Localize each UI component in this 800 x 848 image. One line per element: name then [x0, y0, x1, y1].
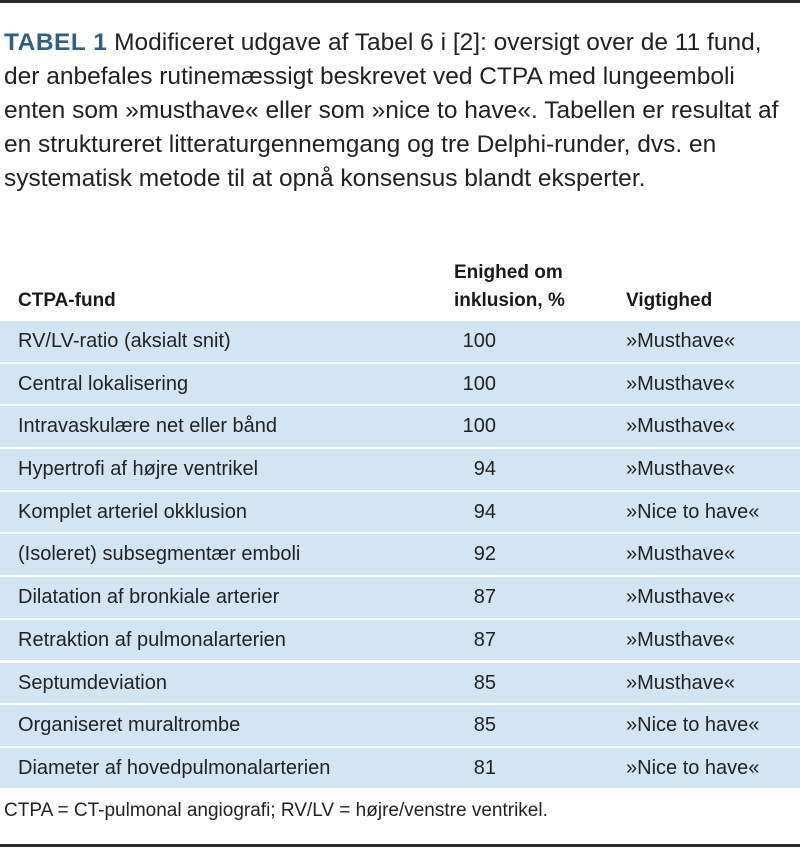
finding-cell: Dilatation af bronkiale arterier [18, 586, 280, 609]
header-finding: CTPA-fund [18, 290, 116, 311]
importance-cell: »Musthave« [626, 671, 735, 694]
header-importance: Vigtighed [626, 290, 713, 311]
finding-cell: RV/LV-ratio (aksialt snit) [18, 330, 231, 352]
bottom-rule [0, 844, 800, 847]
table-row [0, 364, 800, 405]
finding-cell: (Isoleret) subsegmentær emboli [18, 543, 301, 566]
agreement-cell: 94 [473, 458, 496, 481]
finding-cell: Diameter af hovedpulmonalarterien [18, 756, 331, 779]
finding-cell: Komplet arteriel okklusion [18, 500, 247, 523]
header-agreement [454, 259, 614, 315]
agreement-cell: 87 [473, 586, 496, 609]
finding-cell: Retraktion af pulmonalarterien [18, 628, 286, 651]
agreement-cell: 92 [473, 543, 496, 566]
table-body [0, 321, 800, 791]
table-row [0, 748, 800, 789]
table-label: TABEL 1 [4, 29, 108, 56]
finding-cell: Central lokalisering [18, 372, 189, 395]
finding-cell: Hypertrofi af højre ventrikel [18, 458, 259, 481]
table-row [0, 449, 800, 490]
agreement-cell: 100 [462, 415, 496, 438]
finding-cell: Septumdeviation [18, 671, 167, 694]
table-row [0, 577, 800, 618]
importance-cell: »Musthave« [626, 458, 735, 481]
table-row [0, 406, 800, 447]
agreement-cell: 87 [473, 628, 496, 651]
agreement-cell: 94 [473, 500, 496, 523]
finding-cell: Organiseret muraltrombe [18, 714, 241, 737]
importance-cell: »Nice to have« [626, 500, 760, 523]
agreement-cell: 100 [462, 330, 496, 352]
agreement-cell: 81 [473, 756, 496, 779]
importance-cell: »Nice to have« [626, 756, 760, 779]
table-caption [4, 26, 794, 196]
importance-cell: »Musthave« [626, 415, 735, 438]
table-footnote: CTPA = CT-pulmonal angiografi; RV/LV = højre/venstre ventrikel. [4, 800, 548, 821]
importance-cell: »Musthave« [626, 372, 735, 395]
table-row [0, 321, 800, 362]
importance-cell: »Nice to have« [626, 714, 760, 737]
table-row [0, 620, 800, 661]
header-agreement-line1: Enighed om [454, 262, 563, 283]
caption-text: Modificeret udgave af Tabel 6 i [2]: oversigt over de 11 fund, der anbefales rutinemæssigt beskrevet ved CTPA med lungeemboli enten som »musthave« eller som »nice to have«. Tabellen er resultat af en struktureret litteraturgennemgang og tre Delphi-runder, dvs. en systematisk metode til at opnå konsensus blandt eksperter. [4, 29, 779, 192]
importance-cell: »Musthave« [626, 628, 735, 651]
agreement-cell: 100 [462, 372, 496, 395]
agreement-cell: 85 [473, 714, 496, 737]
table-row [0, 705, 800, 746]
header-agreement-line2: inklusion, % [454, 290, 565, 311]
finding-cell: Intravaskulære net eller bånd [18, 415, 278, 438]
importance-cell: »Musthave« [626, 330, 735, 352]
agreement-cell: 85 [473, 671, 496, 694]
importance-cell: »Musthave« [626, 543, 735, 566]
table-row [0, 663, 800, 704]
top-rule [0, 0, 800, 3]
importance-cell: »Musthave« [626, 586, 735, 609]
table-row [0, 492, 800, 533]
table-row [0, 534, 800, 575]
